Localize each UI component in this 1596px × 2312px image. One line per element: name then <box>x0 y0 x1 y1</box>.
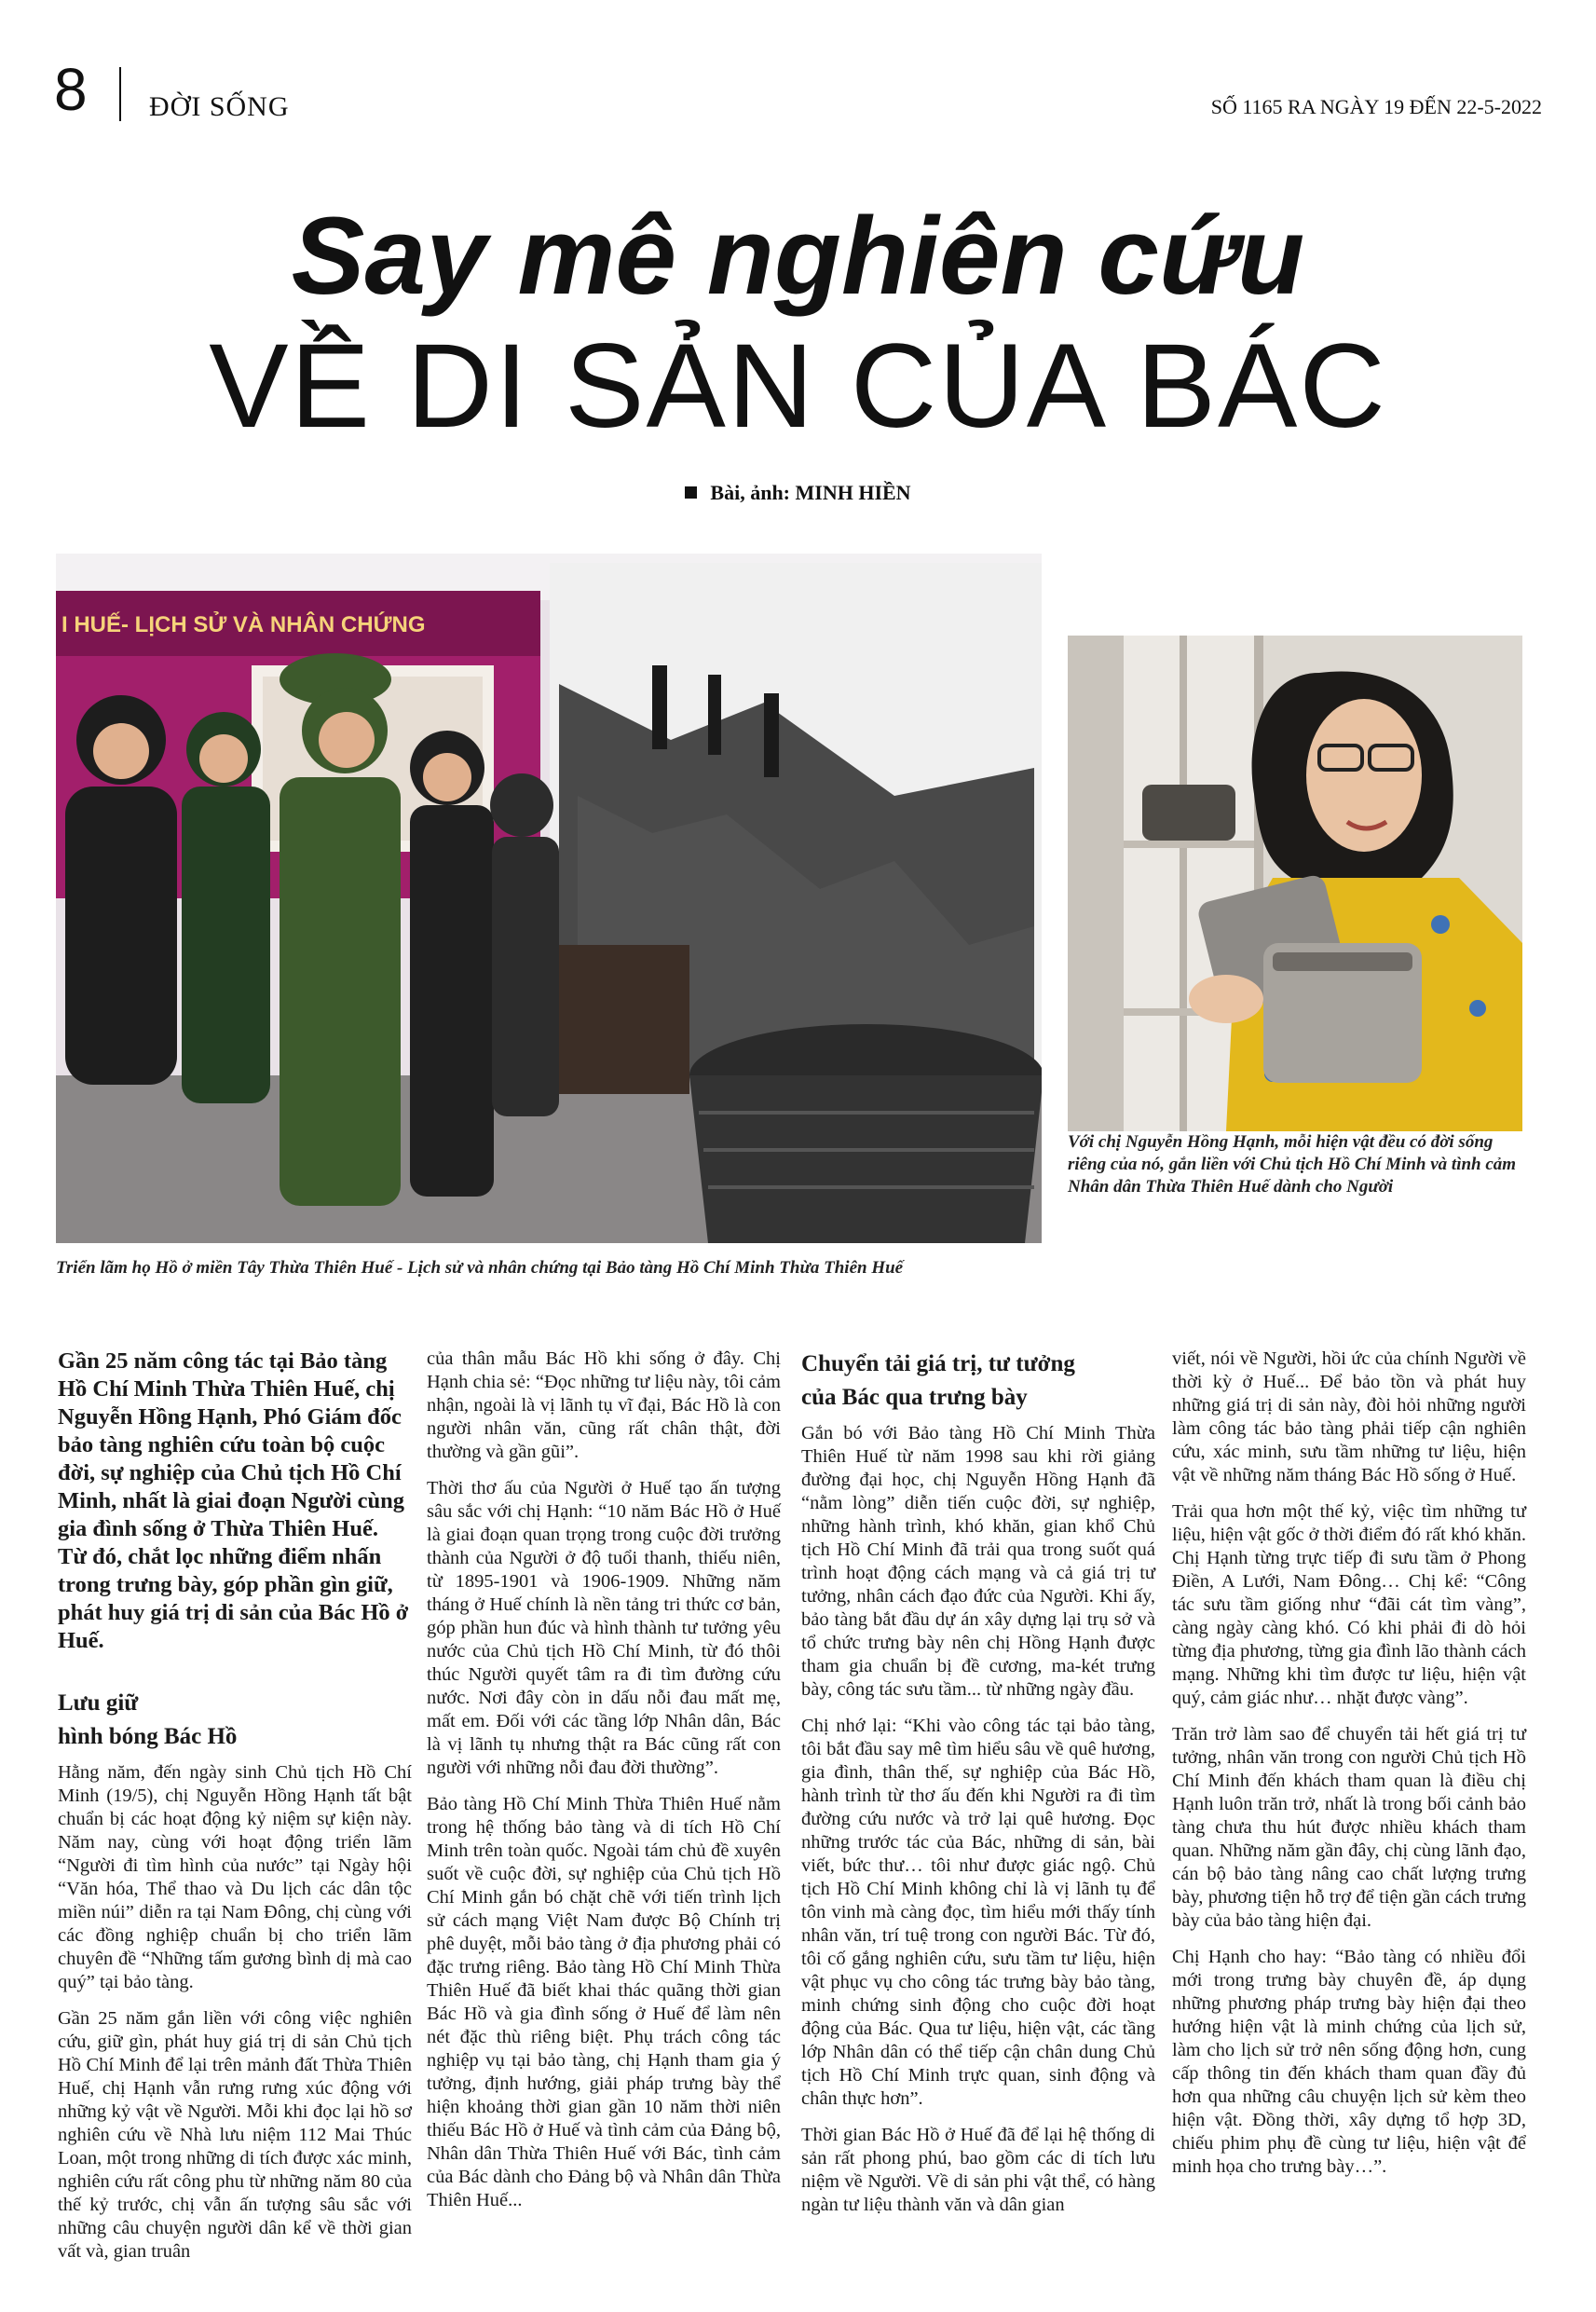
exhibition-photo <box>56 554 1042 1243</box>
subheading-2 <box>801 1348 1155 1415</box>
paragraph: Bảo tàng Hồ Chí Minh Thừa Thiên Huế nằm trong hệ thống bảo tàng và di tích Hồ Chí Minh trên toàn quốc. Ngoài tám chủ đề xuyên suốt về cuộc đời, sự nghiệp của Chủ tịch Hồ Chí Minh gắn bó chặt chẽ với tiến trình lịch sử cách mạng Việt Nam được Bộ Chính trị phê duyệt, mỗi bảo tàng ở địa phương phải có đặc trưng riêng. Bảo tàng Hồ Chí Minh Thừa Thiên Huế đã biết khai thác quãng thời gian Bác Hồ và gia đình sống ở Huế để làm nên nét đặc thù riêng biệt. Phụ trách công tác nghiệp vụ tại bảo tàng, chị Hạnh tham gia ý tưởng, định hướng, giải pháp trưng bày thể hiện khoảng thời gian gần 10 năm thời niên thiếu Bác Hồ ở Huế và tình cảm của Đảng bộ, Nhân dân Thừa Thiên Huế với Bác, tình cảm của Bác dành cho Đảng bộ và Nhân dân Thừa Thiên Huế... <box>427 1794 781 2210</box>
side-photo-caption: Với chị Nguyễn Hồng Hạnh, mỗi hiện vật đều có đời sống riêng của nó, gắn liền với Chủ tịch Hồ Chí Minh và tình cảm Nhân dân Thừa Thiên Huế dành cho Người <box>1068 1132 1517 1197</box>
exhibition-banner-text: I HUẾ- LỊCH SỬ VÀ NHÂN CHỨNG <box>61 612 426 637</box>
paragraph: Chị nhớ lại: “Khi vào công tác tại bảo tàng, tôi bắt đầu say mê tìm hiểu sâu về quê hương, gia đình, thân thế, sự nghiệp của Bác Hồ, hành trình từ thơ ấu đến khi Người ra đi tìm đường cứu nước và trở lại quê hương. Đọc những trước tác của Bác, những di sản, bài viết, bức thư… tôi như được giác ngộ. Chủ tịch Hồ Chí Minh không chỉ là vị lãnh tụ để tôn vinh mà càng đọc, tìm hiểu mới thấy tính nhân văn, trí tuệ trong con người Bác. Từ đó, tôi cố gắng nghiên cứu, sưu tầm tư liệu, hiện vật phục vụ cho công tác trưng bày bảo tàng, minh chứng sinh động cho cuộc đời hoạt động của Bác. Qua tư liệu, hiện vật, các tầng lớp Nhân dân có thể tiếp cận chân dung Chủ tịch Hồ Chí Minh trực quan, sinh động và chân thực hơn”. <box>801 1716 1155 2109</box>
subheading-2-line-2: của Bác qua trưng bày <box>801 1385 1028 1410</box>
portrait-photo-illustration <box>1068 636 1522 1131</box>
article-column-4 <box>1172 1348 1526 2192</box>
paragraph: viết, nói về Người, hồi ức của chính Người về thời kỳ ở Huế... Để bảo tồn và phát huy những giá trị di sản này, đòi hỏi những người làm công tác bảo tàng phải tiếp cận nghiên cứu, xác minh, sưu tầm những tư liệu, hiện vật về những năm tháng Bác Hồ sống ở Huế. <box>1172 1348 1526 1485</box>
subheading-2-line-1: Chuyển tải giá trị, tư tưởng <box>801 1351 1075 1376</box>
paragraph: Trăn trở làm sao để chuyển tải hết giá trị tư tưởng, nhân văn trong con người Chủ tịch Hồ Chí Minh đến khách tham quan là điều chị Hạnh luôn trăn trở, nhất là trong bối cảnh bảo tàng chưa thu hút được nhiều khách tham quan. Những năm gần đây, chị cùng lãnh đạo, cán bộ bảo tàng nâng cao chất lượng trưng bày, phương tiện hỗ trợ để tiện gần cách trưng bày của bảo tàng hiện đại. <box>1172 1724 1526 1931</box>
subheading-1-line-2: hình bóng Bác Hồ <box>58 1724 238 1749</box>
main-photo-caption: Triển lãm họ Hồ ở miền Tây Thừa Thiên Huế - Lịch sử và nhân chứng tại Bảo tàng Hồ Chí Minh Thừa Thiên Huế <box>56 1258 904 1278</box>
paragraph: của thân mẫu Bác Hồ khi sống ở đây. Chị Hạnh chia sẻ: “Đọc những tư liệu này, tôi cảm nhận, ngoài là vị lãnh tụ vĩ đại, Bác Hồ là con người nhân văn, cũng rất chân thật, đời thường và gần gũi”. <box>427 1348 781 1462</box>
subheading-1-line-1: Lưu giữ <box>58 1690 139 1716</box>
portrait-photo <box>1068 636 1522 1131</box>
paragraph: Trải qua hơn một thế kỷ, việc tìm những tư liệu, hiện vật gốc ở thời điểm đó rất khó khăn. Chị Hạnh từng trực tiếp đi sưu tầm ở Phong Điền, A Lưới, Nam Đông… Chị kể: “Công tác sưu tầm giống như “đãi cát tìm vàng”, càng ngày càng khó. Có khi phải đi dò hỏi từng địa phương, từng gia đình lão thành cách mạng. Những khi tìm được tư liệu, hiện vật quý, cảm giác như… nhặt được vàng”. <box>1172 1501 1526 1708</box>
paragraph: Chị Hạnh cho hay: “Bảo tàng có nhiều đổi mới trong trưng bày chuyên đề, áp dụng những phương pháp trưng bày hiện đại theo hướng hiện vật là minh chứng của lịch sử, làm cho lịch sử trở nên sống động hơn, cung cấp thông tin đến khách tham quan đầy đủ hơn qua những câu chuyện lịch sử kèm theo hiện vật. Đồng thời, xây dựng tổ hợp 3D, chiếu phim phụ đề cùng tư liệu, hiện vật để minh họa cho trưng bày…”. <box>1172 1947 1526 2177</box>
article-column-1 <box>58 1348 412 2277</box>
article-lead: Gần 25 năm công tác tại Bảo tàng Hồ Chí Minh Thừa Thiên Huế, chị Nguyễn Hồng Hạnh, Phó Giám đốc bảo tàng nghiên cứu toàn bộ cuộc đời, sự nghiệp của Chủ tịch Hồ Chí Minh, nhất là giai đoạn Người cùng gia đình sống ở Thừa Thiên Huế. Từ đó, chắt lọc những điểm nhấn trong trưng bày, góp phần gìn giữ, phát huy giá trị di sản của Bác Hồ ở Huế. <box>58 1348 409 1653</box>
page-number: 8 <box>54 56 88 123</box>
article-column-3 <box>801 1348 1155 2230</box>
paragraph: Gần 25 năm gắn liền với công việc nghiên cứu, giữ gìn, phát huy giá trị di sản Chủ tịch Hồ Chí Minh để lại trên mảnh đất Thừa Thiên Huế, chị Hạnh vẫn rưng rưng xúc động với những kỷ vật về Người. Mỗi khi đọc lại hồ sơ nghiên cứu về Nhà lưu niệm 112 Mai Thúc Loan, một trong những di tích được xác minh, nghiên cứu rất công phu từ những năm 80 của thế kỷ trước, chị vẫn ấn tượng sâu sắc với những câu chuyện người dân kể về thời gian vất và, gian truân <box>58 2008 412 2262</box>
headline-line-1: Say mê nghiên cứu <box>291 195 1305 318</box>
square-bullet-icon <box>685 486 697 499</box>
section-name: ĐỜI SỐNG <box>149 91 290 122</box>
headline-line-2: VỀ DI SẢN CỦA BÁC <box>209 320 1387 453</box>
issue-date: SỐ 1165 RA NGÀY 19 ĐẾN 22-5-2022 <box>1210 95 1542 118</box>
paragraph: Hằng năm, đến ngày sinh Chủ tịch Hồ Chí Minh (19/5), chị Nguyễn Hồng Hạnh tất bật chuẩn bị các hoạt động kỷ niệm sự kiện này. Năm nay, cùng với hoạt động triển lãm “Người đi tìm hình của nước” tại Ngày hội “Văn hóa, Thể thao và Du lịch các dân tộc miền núi” diễn ra tại Nam Đông, chị cùng với các đồng nghiệp chuẩn bị cho triển lãm chuyên đề “Những tấm gương bình dị mà cao quý” tại bảo tàng. <box>58 1762 412 1992</box>
paragraph: Thời thơ ấu của Người ở Huế tạo ấn tượng sâu sắc với chị Hạnh: “10 năm Bác Hồ ở Huế là giai đoạn quan trọng trong cuộc đời trưởng thành của Người ở độ tuổi thanh, thiếu niên, từ 1895-1901 và 1906-1909. Những năm tháng ở Huế chính là nền tảng tri thức cơ bản, góp phần hun đúc và hình thành tư tưởng yêu nước của Chủ tịch Hồ Chí Minh, từ đó thôi thúc Người quyết tâm ra đi tìm đường cứu nước. Nơi đây còn in dấu nỗi đau mất mẹ, mất em. Đối với các tầng lớp Nhân dân, Bác là vị lãnh tụ nhưng thật ra Bác cũng rất con người với những nỗi đau đời thường”. <box>427 1478 781 1778</box>
byline <box>0 481 1596 505</box>
paragraph: Thời gian Bác Hồ ở Huế đã để lại hệ thống di sản rất phong phú, bao gồm các di tích lưu niệm về Người. Về di sản phi vật thể, có hàng ngàn tư liệu thành văn và dân gian <box>801 2125 1155 2215</box>
exhibition-photo-illustration <box>56 554 1042 1243</box>
paragraph: Gắn bó với Bảo tàng Hồ Chí Minh Thừa Thiên Huế từ năm 1998 sau khi rời giảng đường đại học, chị Nguyễn Hồng Hạnh đã “nằm lòng” diễn tiến cuộc đời, sự nghiệp, những hành trình, khó khăn, gian khổ Chủ tịch Hồ Chí Minh đã trải qua trong suốt quá trình hoạt động cách mạng và cả giá trị tư tưởng, nhân cách đạo đức của Người. Khi ấy, bảo tàng bắt đầu dự án xây dựng lại trụ sở và tổ chức trưng bày nên chị Hồng Hạnh được tham gia chuẩn bị đề cương, ma-két trưng bày, công tác sưu tầm... từ những ngày đầu. <box>801 1423 1155 1700</box>
header-divider <box>119 67 121 121</box>
byline-text: Bài, ảnh: MINH HIỀN <box>710 481 911 504</box>
article-column-2 <box>427 1348 781 2225</box>
subheading-1 <box>58 1687 412 1754</box>
